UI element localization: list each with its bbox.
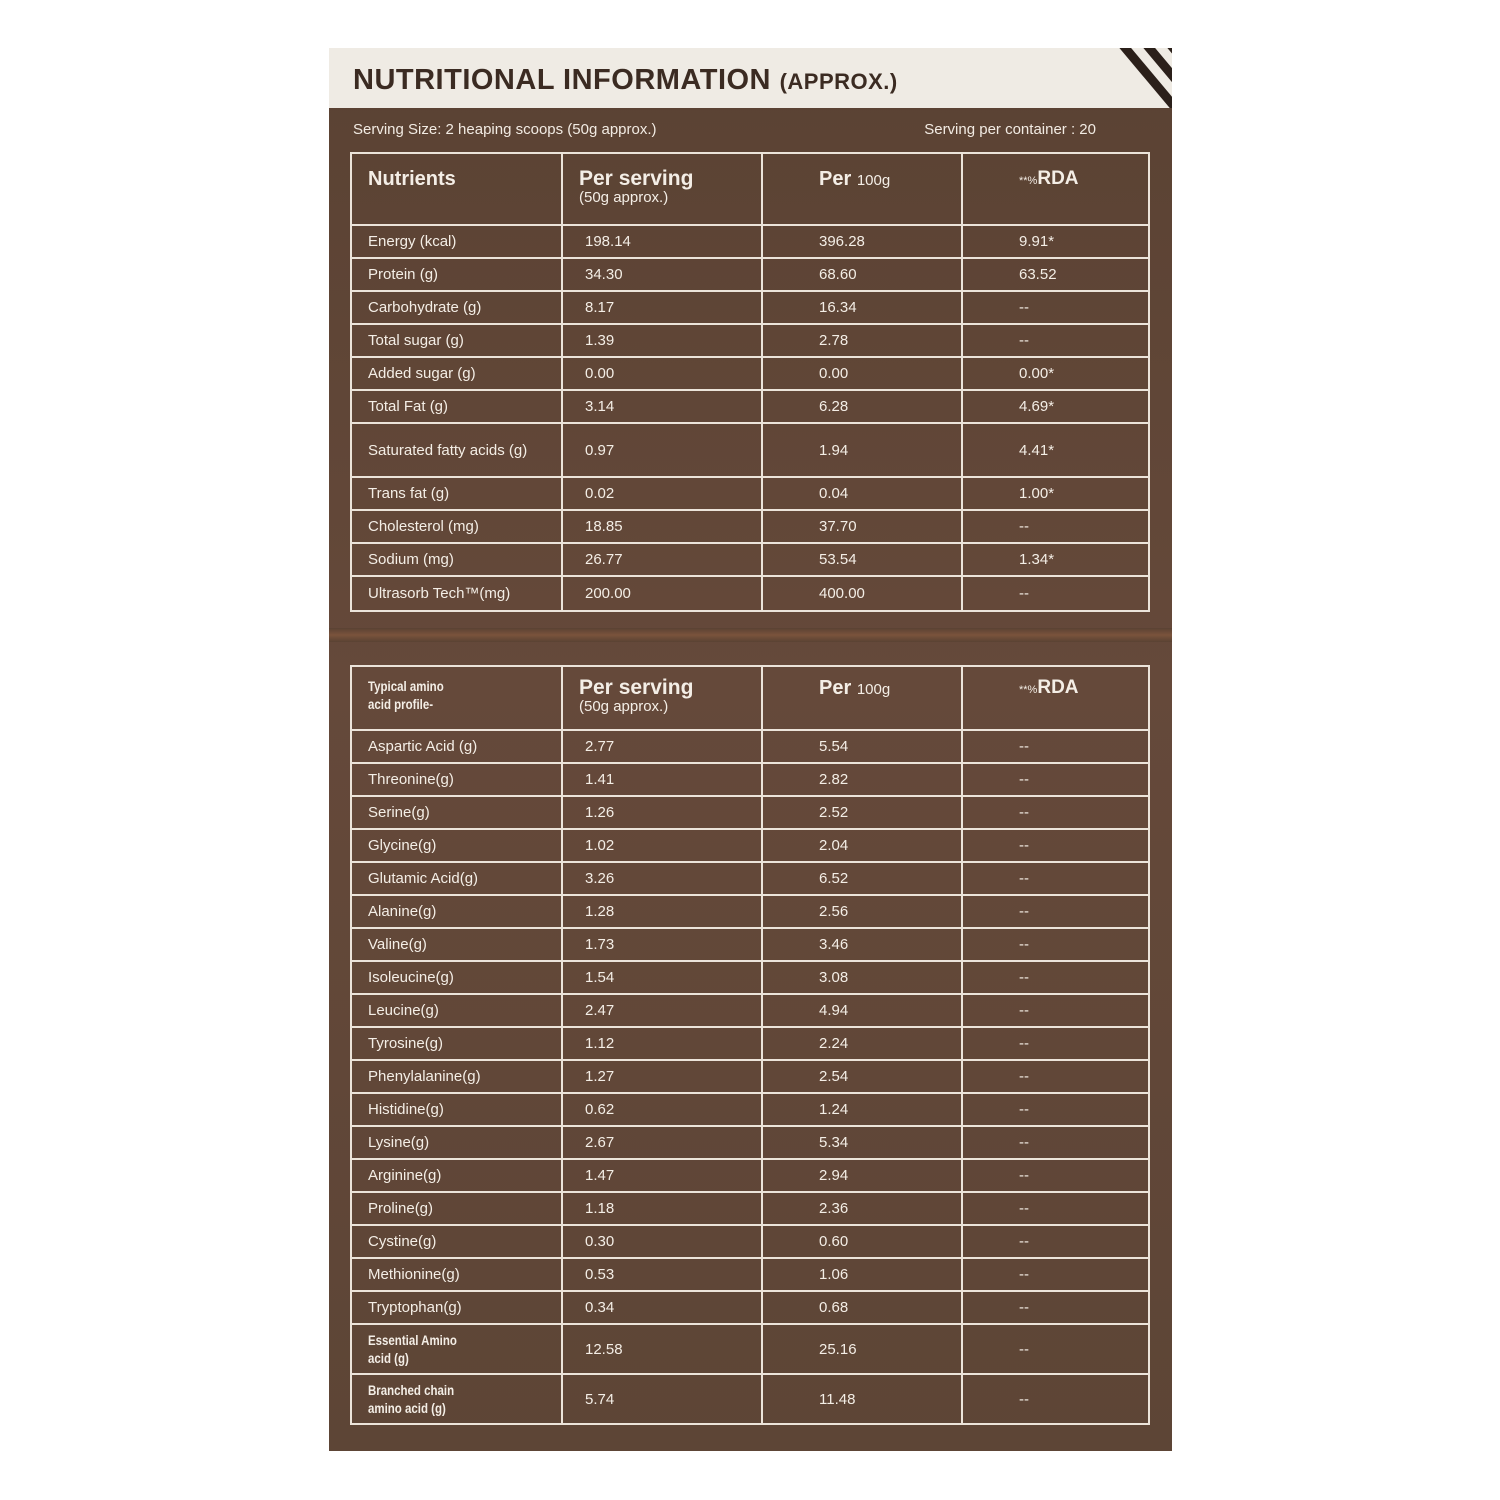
table-row	[351, 763, 1149, 796]
rda-value: 4.69*	[962, 390, 1149, 423]
header-per-serving: Per serving (50g approx.)	[562, 666, 762, 730]
row-label: Lysine(g)	[351, 1126, 562, 1159]
rda-value: --	[962, 1060, 1149, 1093]
rda-value: --	[962, 1258, 1149, 1291]
row-label: Protein (g)	[351, 258, 562, 291]
per-serving-value: 2.67	[562, 1126, 762, 1159]
header-per-100g: Per 100g	[762, 153, 962, 225]
table-row	[351, 1060, 1149, 1093]
header-per-100g: Per 100g	[762, 666, 962, 730]
per-100g-value: 400.00	[762, 576, 962, 611]
per-100g-value: 2.56	[762, 895, 962, 928]
per-100g-value: 3.08	[762, 961, 962, 994]
per-100g-value: 2.94	[762, 1159, 962, 1192]
per-serving-value: 1.73	[562, 928, 762, 961]
per-100g-value: 0.60	[762, 1225, 962, 1258]
row-label: Branched chain amino acid (g)	[351, 1374, 562, 1424]
per-serving-value: 1.47	[562, 1159, 762, 1192]
row-label: Trans fat (g)	[351, 477, 562, 510]
row-label: Glutamic Acid(g)	[351, 862, 562, 895]
row-label: Valine(g)	[351, 928, 562, 961]
row-label: Tyrosine(g)	[351, 1027, 562, 1060]
table-row	[351, 1324, 1149, 1374]
table-row	[351, 423, 1149, 477]
row-label: Ultrasorb Tech™(mg)	[351, 576, 562, 611]
per-serving-value: 26.77	[562, 543, 762, 576]
table-row	[351, 1027, 1149, 1060]
table-row	[351, 477, 1149, 510]
table-row	[351, 730, 1149, 763]
row-label: Serine(g)	[351, 796, 562, 829]
header-nutrients: Nutrients	[351, 153, 562, 225]
per-serving-value: 8.17	[562, 291, 762, 324]
rda-value: --	[962, 1027, 1149, 1060]
per-100g-value: 3.46	[762, 928, 962, 961]
per-serving-value: 0.53	[562, 1258, 762, 1291]
row-label: Alanine(g)	[351, 895, 562, 928]
rda-value: --	[962, 1225, 1149, 1258]
table-row	[351, 1225, 1149, 1258]
per-100g-value: 5.34	[762, 1126, 962, 1159]
per-100g-value: 6.52	[762, 862, 962, 895]
row-label: Energy (kcal)	[351, 225, 562, 258]
per-serving-value: 1.02	[562, 829, 762, 862]
per-serving-value: 1.54	[562, 961, 762, 994]
per-100g-value: 53.54	[762, 543, 962, 576]
table-row	[351, 796, 1149, 829]
panel-title	[353, 64, 898, 97]
per-serving-value: 2.47	[562, 994, 762, 1027]
table-row	[351, 829, 1149, 862]
table-row	[351, 291, 1149, 324]
header-rda: **%RDA	[962, 666, 1149, 730]
per-serving-value: 0.97	[562, 423, 762, 477]
row-label: Arginine(g)	[351, 1159, 562, 1192]
title-bar	[329, 48, 1172, 108]
per-serving-value: 200.00	[562, 576, 762, 611]
amino-acid-table	[350, 665, 1150, 1425]
table-row	[351, 576, 1149, 611]
rda-value: --	[962, 763, 1149, 796]
rda-value: --	[962, 994, 1149, 1027]
per-serving-value: 1.26	[562, 796, 762, 829]
rda-value: --	[962, 1159, 1149, 1192]
table-row	[351, 928, 1149, 961]
rda-value: --	[962, 928, 1149, 961]
header-rda: **%RDA	[962, 153, 1149, 225]
per-serving-value: 3.14	[562, 390, 762, 423]
per-100g-value: 37.70	[762, 510, 962, 543]
per-serving-value: 0.00	[562, 357, 762, 390]
header-per-serving: Per serving (50g approx.)	[562, 153, 762, 225]
per-100g-value: 0.68	[762, 1291, 962, 1324]
row-label: Total Fat (g)	[351, 390, 562, 423]
servings-per-container: Serving per container : 20	[924, 121, 1096, 138]
table-row	[351, 994, 1149, 1027]
per-100g-value: 2.82	[762, 763, 962, 796]
per-100g-value: 68.60	[762, 258, 962, 291]
per-serving-value: 1.39	[562, 324, 762, 357]
rda-value: --	[962, 829, 1149, 862]
per-100g-value: 0.00	[762, 357, 962, 390]
rda-value: 1.34*	[962, 543, 1149, 576]
per-serving-value: 5.74	[562, 1374, 762, 1424]
per-serving-value: 0.62	[562, 1093, 762, 1126]
table-header-row	[351, 666, 1149, 730]
rda-value: 4.41*	[962, 423, 1149, 477]
row-label: Cystine(g)	[351, 1225, 562, 1258]
table-row	[351, 258, 1149, 291]
table-row	[351, 862, 1149, 895]
per-serving-value: 1.41	[562, 763, 762, 796]
title-suffix: (APPROX.)	[779, 69, 898, 94]
section-divider	[329, 628, 1172, 642]
rda-value: --	[962, 291, 1149, 324]
per-serving-value: 34.30	[562, 258, 762, 291]
rda-value: --	[962, 1291, 1149, 1324]
rda-value: --	[962, 1374, 1149, 1424]
per-serving-value: 0.30	[562, 1225, 762, 1258]
rda-value: --	[962, 796, 1149, 829]
row-label: Aspartic Acid (g)	[351, 730, 562, 763]
per-serving-value: 3.26	[562, 862, 762, 895]
rda-value: 0.00*	[962, 357, 1149, 390]
per-100g-value: 1.24	[762, 1093, 962, 1126]
rda-value: 9.91*	[962, 225, 1149, 258]
rda-value: --	[962, 1126, 1149, 1159]
per-serving-value: 18.85	[562, 510, 762, 543]
row-label: Methionine(g)	[351, 1258, 562, 1291]
per-serving-value: 0.34	[562, 1291, 762, 1324]
per-100g-value: 4.94	[762, 994, 962, 1027]
nutrition-panel	[329, 48, 1172, 1451]
per-100g-value: 2.36	[762, 1192, 962, 1225]
table-row	[351, 225, 1149, 258]
per-100g-value: 1.06	[762, 1258, 962, 1291]
table-row	[351, 543, 1149, 576]
row-label: Carbohydrate (g)	[351, 291, 562, 324]
per-100g-value: 2.04	[762, 829, 962, 862]
table-row	[351, 390, 1149, 423]
per-100g-value: 0.04	[762, 477, 962, 510]
per-serving-value: 1.18	[562, 1192, 762, 1225]
per-100g-value: 1.94	[762, 423, 962, 477]
table-row	[351, 1374, 1149, 1424]
per-serving-value: 12.58	[562, 1324, 762, 1374]
rda-value: --	[962, 1093, 1149, 1126]
table-row	[351, 1291, 1149, 1324]
table-row	[351, 357, 1149, 390]
rda-value: --	[962, 510, 1149, 543]
per-100g-value: 396.28	[762, 225, 962, 258]
rda-value: --	[962, 730, 1149, 763]
row-label: Proline(g)	[351, 1192, 562, 1225]
rda-value: --	[962, 895, 1149, 928]
per-100g-value: 16.34	[762, 291, 962, 324]
table-row	[351, 1192, 1149, 1225]
row-label: Saturated fatty acids (g)	[351, 423, 562, 477]
table-row	[351, 510, 1149, 543]
nutrients-table	[350, 152, 1150, 612]
per-serving-value: 198.14	[562, 225, 762, 258]
row-label: Leucine(g)	[351, 994, 562, 1027]
per-100g-value: 11.48	[762, 1374, 962, 1424]
row-label: Histidine(g)	[351, 1093, 562, 1126]
table-header-row	[351, 153, 1149, 225]
table-row	[351, 895, 1149, 928]
rda-value: --	[962, 576, 1149, 611]
per-100g-value: 6.28	[762, 390, 962, 423]
rda-value: --	[962, 862, 1149, 895]
table-row	[351, 1258, 1149, 1291]
per-100g-value: 2.52	[762, 796, 962, 829]
rda-value: --	[962, 1324, 1149, 1374]
row-label: Total sugar (g)	[351, 324, 562, 357]
rda-value: 1.00*	[962, 477, 1149, 510]
rda-value: --	[962, 961, 1149, 994]
row-label: Essential Amino acid (g)	[351, 1324, 562, 1374]
row-label: Isoleucine(g)	[351, 961, 562, 994]
rda-value: --	[962, 324, 1149, 357]
table-row	[351, 1159, 1149, 1192]
row-label: Phenylalanine(g)	[351, 1060, 562, 1093]
per-100g-value: 5.54	[762, 730, 962, 763]
row-label: Threonine(g)	[351, 763, 562, 796]
row-label: Sodium (mg)	[351, 543, 562, 576]
row-label: Tryptophan(g)	[351, 1291, 562, 1324]
row-label: Added sugar (g)	[351, 357, 562, 390]
per-100g-value: 25.16	[762, 1324, 962, 1374]
header-amino-profile: Typical amino acid profile-	[351, 666, 562, 730]
title-text: NUTRITIONAL INFORMATION	[353, 64, 771, 96]
per-serving-value: 2.77	[562, 730, 762, 763]
rda-value: 63.52	[962, 258, 1149, 291]
per-serving-value: 1.28	[562, 895, 762, 928]
row-label: Cholesterol (mg)	[351, 510, 562, 543]
row-label: Glycine(g)	[351, 829, 562, 862]
per-serving-value: 1.12	[562, 1027, 762, 1060]
per-100g-value: 2.78	[762, 324, 962, 357]
rda-value: --	[962, 1192, 1149, 1225]
per-serving-value: 1.27	[562, 1060, 762, 1093]
per-100g-value: 2.54	[762, 1060, 962, 1093]
per-100g-value: 2.24	[762, 1027, 962, 1060]
serving-size: Serving Size: 2 heaping scoops (50g approx.)	[353, 121, 657, 138]
per-serving-value: 0.02	[562, 477, 762, 510]
table-row	[351, 1126, 1149, 1159]
table-row	[351, 324, 1149, 357]
table-row	[351, 961, 1149, 994]
table-row	[351, 1093, 1149, 1126]
